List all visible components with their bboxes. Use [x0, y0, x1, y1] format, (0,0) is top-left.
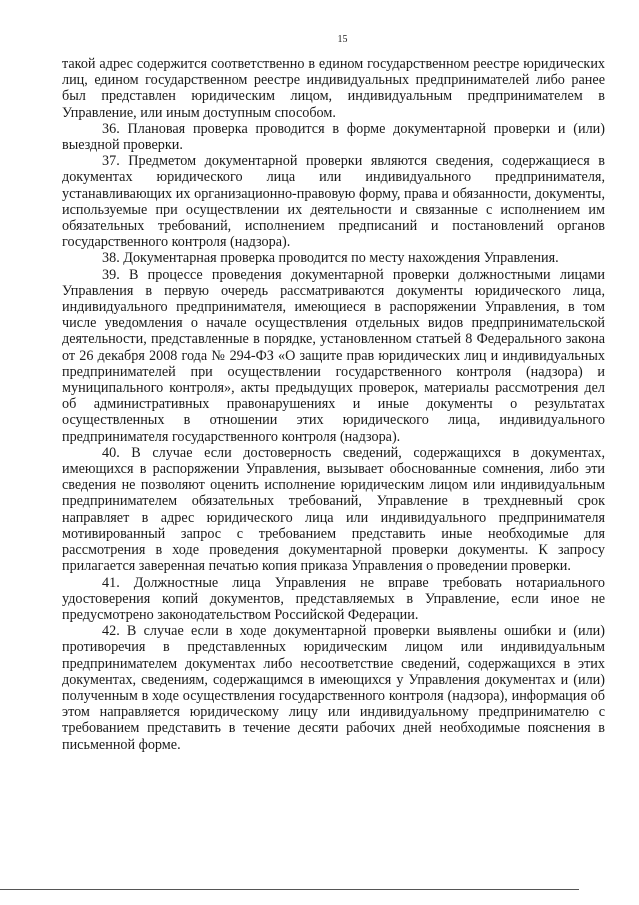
paragraph-36: 36. Плановая проверка проводится в форме документарной проверки и (или) выездной проверки. [62, 120, 605, 154]
paragraph-41: 41. Должностные лица Управления не вправе требовать нотариального удостоверения копий документов, представляемых в Управление, если иное не предусмотрено законодательством Российской Федерации. [62, 574, 605, 623]
paragraph-38: 38. Документарная проверка проводится по месту нахождения Управления. [102, 250, 559, 267]
paragraph-42: 42. В случае если в ходе документарной проверки выявлены ошибки и (или) противоречия в представленных юридическим лицом или индивидуальным предпринимателем документах либо несоответствие сведений, содержащихся в этих документах, сведениям, содержащимся в имеющихся у Управления документах и (или) полученным в ходе осуществления государственного контроля (надзора), информация об этом направляется юридическому лицу или индивидуальному предпринимателю с требованием представить в течение десяти рабочих дней необходимые пояснения в письменной форме. [62, 623, 605, 753]
paragraph-39: 39. В процессе проведения документарной проверки должностными лицами Управления в первую очередь рассматриваются документы юридического лица, индивидуального предпринимателя, имеющиеся в распоряжении Управления, в том числе уведомления о начале осуществления отдельных видов предпринимательской деятельности, представленные в порядке, установленном статьей 8 Федерального закона от 26 декабря 2008 года № 294-ФЗ «О защите прав юридических лиц и индивидуальных предпринимателей при осуществлении государственного контроля (надзора) и муниципального контроля», акты предыдущих проверок, материалы рассмотрения дел об административных правонарушениях и иные документы о результатах осуществленных в отношении этих юридического лица, индивидуального предпринимателя государственного контроля (надзора). [62, 266, 605, 445]
page-number: 15 [337, 34, 348, 45]
paragraph-37: 37. Предметом документарной проверки являются сведения, содержащиеся в документах юридического лица или индивидуального предпринимателя, устанавливающих их организационно-правовую форму, права и обязанности, документы, используемые при осуществлении их деятельности и связанные с исполнением им обязательных требований, исполнением предписаний и постановлений органов государственного контроля (надзора). [62, 153, 605, 251]
bottom-divider [0, 889, 579, 890]
paragraph-40: 40. В случае если достоверность сведений, содержащихся в документах, имеющихся в распоряжении Управления, вызывает обоснованные сомнения, либо эти сведения не позволяют оценить исполнение юридическим лицом или индивидуальным предпринимателем обязательных требований, Управление в трехдневный срок направляет в адрес юридического лица или индивидуального предпринимателя мотивированный запрос с требованием представить иные необходимые для рассмотрения в ходе проведения документарной проверки документы. К запросу прилагается заверенная печатью копия приказа Управления о проведении проверки. [62, 444, 605, 575]
paragraph-continuation: такой адрес содержится соответственно в едином государственном реестре юридических лиц, едином государственном реестре индивидуальных предпринимателей либо ранее был представлен юридическим лицом, индивидуальным предпринимателем в Управление, или иным доступным способом. [62, 56, 605, 121]
